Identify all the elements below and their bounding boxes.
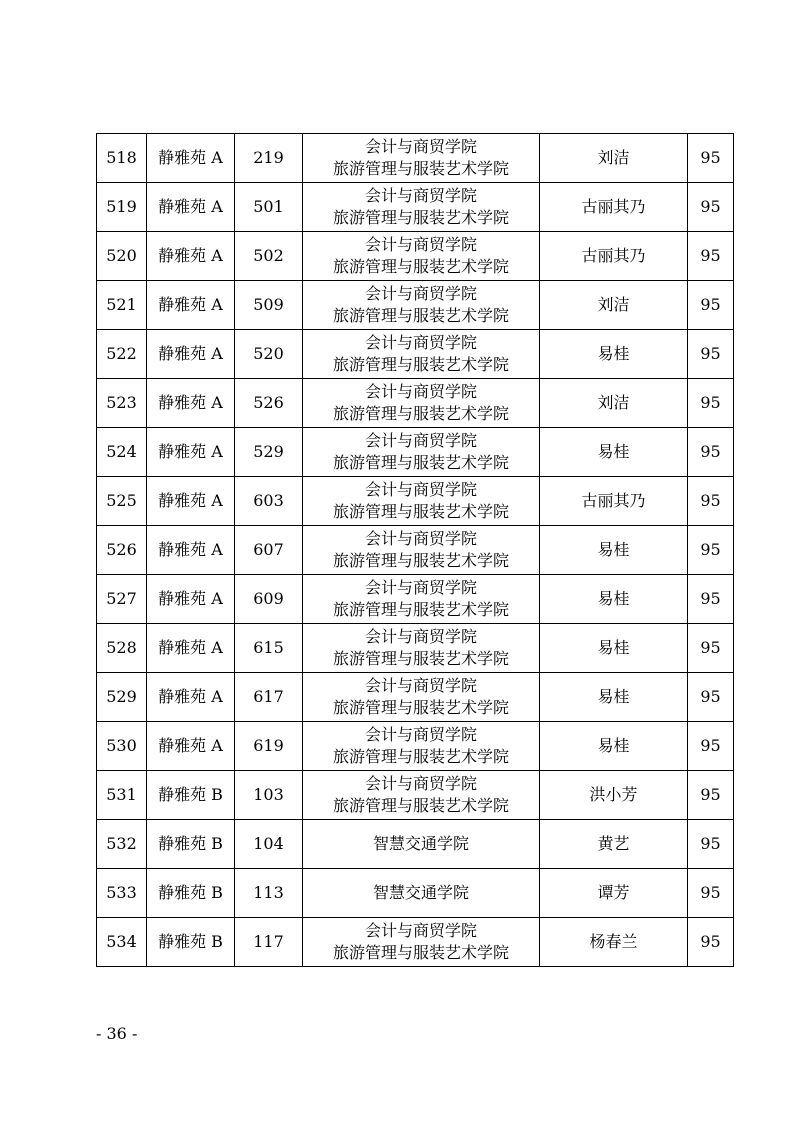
cell-building: 静雅苑 A <box>147 575 235 624</box>
cell-college <box>303 379 540 428</box>
cell-number: 526 <box>97 526 147 575</box>
college-name: 旅游管理与服装艺术学院 <box>332 208 509 227</box>
college-name: 会计与商贸学院 <box>364 431 477 450</box>
cell-room: 501 <box>235 183 303 232</box>
college-name: 旅游管理与服装艺术学院 <box>332 747 509 766</box>
college-name: 旅游管理与服装艺术学院 <box>332 796 509 815</box>
cell-number: 521 <box>97 281 147 330</box>
inspection-table <box>96 133 734 967</box>
cell-person: 易桂 <box>540 722 688 771</box>
cell-person: 易桂 <box>540 673 688 722</box>
cell-number: 531 <box>97 771 147 820</box>
table-row <box>97 134 734 183</box>
college-name: 会计与商贸学院 <box>364 676 477 695</box>
cell-college <box>303 428 540 477</box>
cell-person: 刘洁 <box>540 134 688 183</box>
cell-room: 509 <box>235 281 303 330</box>
cell-number: 523 <box>97 379 147 428</box>
college-name: 会计与商贸学院 <box>364 284 477 303</box>
cell-building: 静雅苑 A <box>147 281 235 330</box>
college-name: 旅游管理与服装艺术学院 <box>332 502 509 521</box>
cell-person: 刘洁 <box>540 281 688 330</box>
college-name: 旅游管理与服装艺术学院 <box>332 355 509 374</box>
cell-building: 静雅苑 B <box>147 869 235 918</box>
cell-number: 528 <box>97 624 147 673</box>
cell-person: 易桂 <box>540 526 688 575</box>
cell-building: 静雅苑 A <box>147 232 235 281</box>
college-name: 会计与商贸学院 <box>364 725 477 744</box>
cell-person: 易桂 <box>540 624 688 673</box>
cell-person: 古丽其乃 <box>540 183 688 232</box>
table-body <box>97 134 734 967</box>
cell-building: 静雅苑 A <box>147 183 235 232</box>
cell-building: 静雅苑 B <box>147 918 235 967</box>
cell-room: 104 <box>235 820 303 869</box>
college-name: 旅游管理与服装艺术学院 <box>332 404 509 423</box>
cell-college <box>303 183 540 232</box>
cell-number: 524 <box>97 428 147 477</box>
table-row <box>97 379 734 428</box>
cell-building: 静雅苑 A <box>147 477 235 526</box>
cell-person: 易桂 <box>540 330 688 379</box>
table-row <box>97 673 734 722</box>
cell-room: 219 <box>235 134 303 183</box>
cell-score: 95 <box>688 232 734 281</box>
table-row <box>97 918 734 967</box>
college-name: 会计与商贸学院 <box>364 480 477 499</box>
cell-number: 533 <box>97 869 147 918</box>
cell-person: 杨春兰 <box>540 918 688 967</box>
college-name: 旅游管理与服装艺术学院 <box>332 649 509 668</box>
college-name: 会计与商贸学院 <box>364 333 477 352</box>
cell-person: 洪小芳 <box>540 771 688 820</box>
cell-score: 95 <box>688 771 734 820</box>
cell-score: 95 <box>688 673 734 722</box>
college-name: 会计与商贸学院 <box>364 774 477 793</box>
cell-building: 静雅苑 A <box>147 722 235 771</box>
college-name: 会计与商贸学院 <box>364 627 477 646</box>
cell-college <box>303 232 540 281</box>
cell-college <box>303 673 540 722</box>
cell-score: 95 <box>688 624 734 673</box>
cell-college <box>303 869 540 918</box>
college-name: 旅游管理与服装艺术学院 <box>332 306 509 325</box>
college-name: 旅游管理与服装艺术学院 <box>332 698 509 717</box>
cell-score: 95 <box>688 820 734 869</box>
cell-score: 95 <box>688 575 734 624</box>
cell-score: 95 <box>688 477 734 526</box>
cell-building: 静雅苑 B <box>147 820 235 869</box>
college-name: 会计与商贸学院 <box>364 137 477 156</box>
cell-building: 静雅苑 A <box>147 526 235 575</box>
cell-person: 古丽其乃 <box>540 232 688 281</box>
cell-room: 615 <box>235 624 303 673</box>
table-row <box>97 183 734 232</box>
college-name: 会计与商贸学院 <box>364 235 477 254</box>
cell-college <box>303 477 540 526</box>
table-row <box>97 330 734 379</box>
cell-college <box>303 330 540 379</box>
college-name: 会计与商贸学院 <box>364 578 477 597</box>
table-row <box>97 624 734 673</box>
cell-room: 113 <box>235 869 303 918</box>
cell-room: 502 <box>235 232 303 281</box>
college-name: 会计与商贸学院 <box>364 382 477 401</box>
table-row <box>97 526 734 575</box>
table-row <box>97 722 734 771</box>
college-name: 会计与商贸学院 <box>364 529 477 548</box>
cell-number: 530 <box>97 722 147 771</box>
cell-score: 95 <box>688 134 734 183</box>
cell-person: 黄艺 <box>540 820 688 869</box>
college-name: 旅游管理与服装艺术学院 <box>332 453 509 472</box>
cell-score: 95 <box>688 330 734 379</box>
cell-number: 518 <box>97 134 147 183</box>
cell-college <box>303 281 540 330</box>
cell-number: 529 <box>97 673 147 722</box>
cell-room: 603 <box>235 477 303 526</box>
cell-score: 95 <box>688 281 734 330</box>
cell-person: 易桂 <box>540 575 688 624</box>
cell-college <box>303 624 540 673</box>
college-name: 旅游管理与服装艺术学院 <box>332 551 509 570</box>
cell-person: 古丽其乃 <box>540 477 688 526</box>
cell-building: 静雅苑 B <box>147 771 235 820</box>
cell-score: 95 <box>688 183 734 232</box>
cell-number: 534 <box>97 918 147 967</box>
cell-room: 607 <box>235 526 303 575</box>
table-row <box>97 428 734 477</box>
cell-person: 易桂 <box>540 428 688 477</box>
cell-building: 静雅苑 A <box>147 330 235 379</box>
cell-score: 95 <box>688 918 734 967</box>
cell-number: 522 <box>97 330 147 379</box>
cell-college <box>303 526 540 575</box>
cell-score: 95 <box>688 428 734 477</box>
cell-number: 520 <box>97 232 147 281</box>
college-name: 旅游管理与服装艺术学院 <box>332 600 509 619</box>
cell-number: 519 <box>97 183 147 232</box>
table-row <box>97 281 734 330</box>
page-number: - 36 - <box>96 1024 138 1043</box>
cell-person: 谭芳 <box>540 869 688 918</box>
cell-room: 609 <box>235 575 303 624</box>
cell-college <box>303 820 540 869</box>
college-name: 会计与商贸学院 <box>364 921 477 940</box>
cell-score: 95 <box>688 722 734 771</box>
college-name: 旅游管理与服装艺术学院 <box>332 257 509 276</box>
table-row <box>97 771 734 820</box>
table-row <box>97 820 734 869</box>
cell-college <box>303 575 540 624</box>
cell-building: 静雅苑 A <box>147 624 235 673</box>
college-name: 智慧交通学院 <box>372 834 469 853</box>
cell-room: 619 <box>235 722 303 771</box>
college-name: 旅游管理与服装艺术学院 <box>332 159 509 178</box>
cell-person: 刘洁 <box>540 379 688 428</box>
cell-room: 529 <box>235 428 303 477</box>
cell-room: 617 <box>235 673 303 722</box>
cell-room: 117 <box>235 918 303 967</box>
table-row <box>97 232 734 281</box>
cell-score: 95 <box>688 526 734 575</box>
table-row <box>97 869 734 918</box>
inspection-table-container <box>96 133 733 967</box>
cell-room: 526 <box>235 379 303 428</box>
cell-college <box>303 134 540 183</box>
cell-building: 静雅苑 A <box>147 428 235 477</box>
cell-room: 103 <box>235 771 303 820</box>
cell-building: 静雅苑 A <box>147 673 235 722</box>
college-name: 智慧交通学院 <box>372 883 469 902</box>
cell-building: 静雅苑 A <box>147 379 235 428</box>
cell-number: 527 <box>97 575 147 624</box>
cell-college <box>303 722 540 771</box>
cell-number: 525 <box>97 477 147 526</box>
cell-room: 520 <box>235 330 303 379</box>
cell-score: 95 <box>688 379 734 428</box>
table-row <box>97 477 734 526</box>
cell-number: 532 <box>97 820 147 869</box>
college-name: 旅游管理与服装艺术学院 <box>332 943 509 962</box>
cell-college <box>303 918 540 967</box>
cell-score: 95 <box>688 869 734 918</box>
cell-building: 静雅苑 A <box>147 134 235 183</box>
college-name: 会计与商贸学院 <box>364 186 477 205</box>
cell-college <box>303 771 540 820</box>
table-row <box>97 575 734 624</box>
